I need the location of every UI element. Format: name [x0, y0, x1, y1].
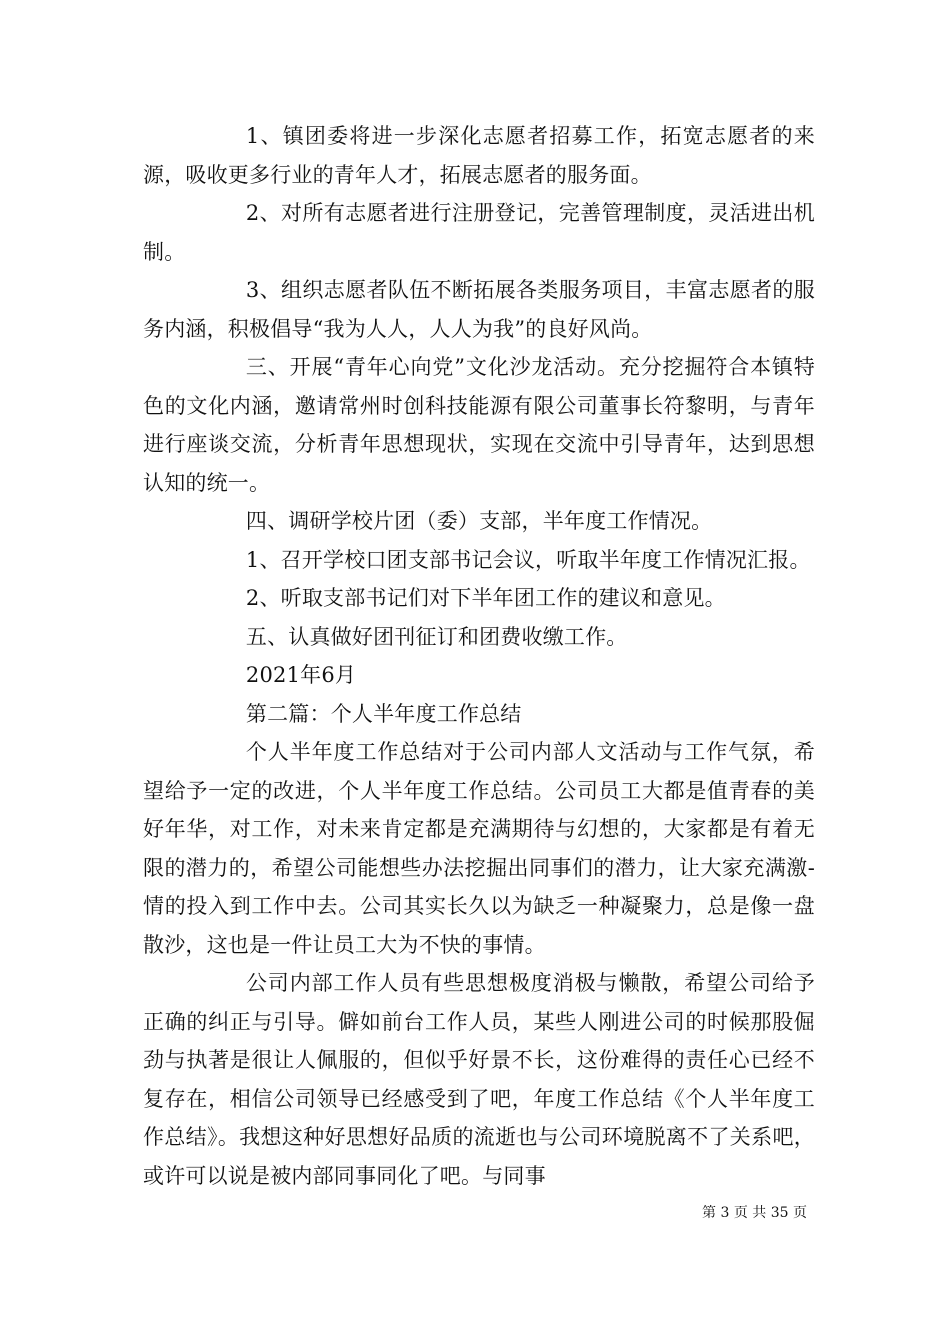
paragraph-publications-fees: 五、认真做好团刊征订和团费收缴工作。 — [245, 624, 628, 649]
paragraph-school-research: 四、调研学校片团（委）支部，半年度工作情况。 — [245, 509, 713, 533]
paragraph-volunteer-services: 3、组织志愿者队伍不断拓展各类服务项目，丰富志愿者的服务内涵，积极倡导“我为人人，人人为我”的良好风尚。 — [143, 278, 815, 341]
paragraph-summary-intro: 个人半年度工作总结对于公司内部人文活动与工作气氛，希望给予一定的改进，个人半年度工作总结。公司员工大都是值青春的美好年华，对工作，对未来肯定都是充满期待与幻想的，大家都是有着无限的潜力的，希望公司能想些办法挖掘出同事们的潜力，让大家充满激-情的投入到工作中去。公司其实长久以为缺乏一种凝聚力，总是像一盘散沙，这也是一件让员工大为不快的事情。 — [143, 740, 815, 957]
document-body — [143, 117, 815, 1195]
paragraph-staff-attitude: 公司内部工作人员有些思想极度消极与懒散，希望公司给予正确的纠正与引导。僻如前台工作人员，某些人刚进公司的时候那股倔劲与执著是很让人佩服的，但似乎好景不长，这份难得的责任心已经不复存在，相信公司领导已经感受到了吧，年度工作总结《个人半年度工作总结》。我想这种好思想好品质的流逝也与公司环境脱离不了关系吧，或许可以说是被内部同事同化了吧。与同事 — [143, 971, 815, 1188]
document-date: 2021年6月 — [245, 663, 357, 687]
paragraph-culture-salon: 三、开展“青年心向党”文化沙龙活动。充分挖掘符合本镇特色的文化内涵，邀请常州时创科技能源有限公司董事长符黎明，与青年进行座谈交流，分析青年思想现状，实现在交流中引导青年，达到思想认知的统一。 — [143, 355, 815, 495]
paragraph-secretary-meeting: 1、召开学校口团支部书记会议，听取半年度工作情况汇报。 — [245, 547, 811, 572]
paragraph-volunteer-registration: 2、对所有志愿者进行注册登记，完善管理制度，灵活进出机制。 — [143, 201, 815, 264]
paragraph-suggestions: 2、听取支部书记们对下半年团工作的建议和意见。 — [245, 586, 726, 610]
page-number-footer: 第 3 页 共 35 页 — [702, 1205, 807, 1221]
section-heading-second-article: 第二篇：个人半年度工作总结 — [245, 701, 522, 726]
paragraph-volunteer-recruitment: 1、镇团委将进一步深化志愿者招募工作，拓宽志愿者的来源，吸收更多行业的青年人才，拓展志愿者的服务面。 — [143, 124, 815, 187]
